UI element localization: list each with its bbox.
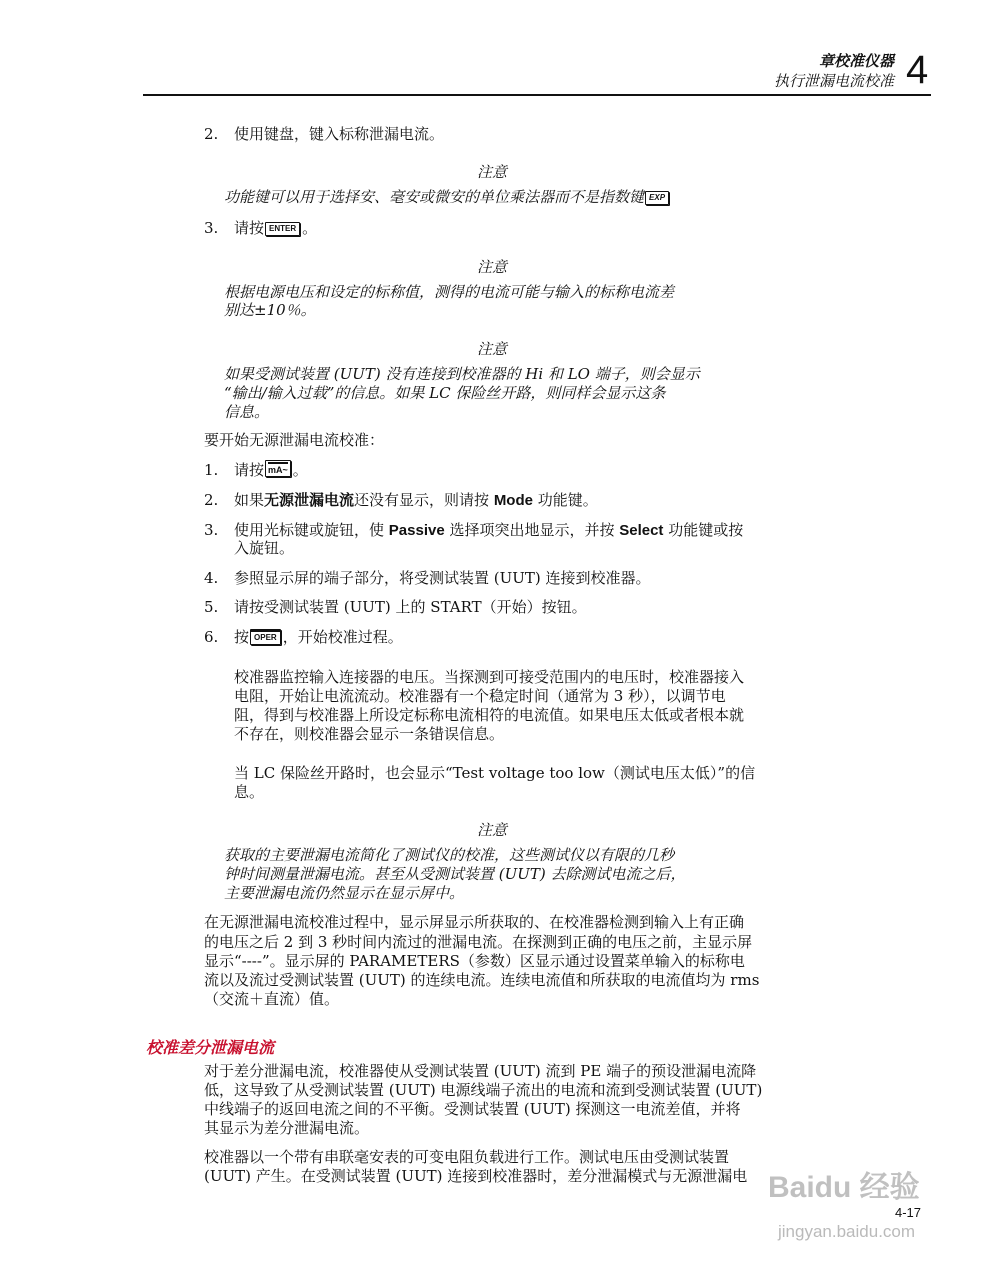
step-text-after: 。: [292, 461, 308, 479]
note-line: 别达±10％。: [224, 301, 316, 319]
intro-text: 要开始无源泄漏电流校准：: [204, 431, 385, 449]
note-line: 根据电源电压和设定的标称值，测得的电流可能与输入的标称电流差: [224, 283, 675, 301]
step-mid: 还没有显示，则请按: [354, 491, 494, 509]
paragraph-line: 校准器监控输入连接器的电压。当探测到可接受范围内的电压时，校准器接入: [234, 668, 745, 686]
step-text-continued: 入旋钮。: [234, 539, 295, 557]
step-text: [234, 627, 403, 647]
paragraph-line: 息。: [234, 783, 265, 801]
step-text-before: 请按: [234, 219, 265, 237]
paragraph-line: 低，这导致了从受测试装置 (UUT) 电源线端子流出的电流和流到受测试装置 (UUT): [204, 1081, 763, 1099]
note-title: 注意: [477, 258, 508, 276]
paragraph-line: 对于差分泄漏电流，校准器使从受测试装置 (UUT) 流到 PE 端子的预设泄漏电流降: [204, 1062, 757, 1080]
watermark-url-text: jingyan.baidu.com: [778, 1222, 916, 1241]
section-heading: 校准差分泄漏电流: [146, 1038, 275, 1057]
oper-key-icon: OPER: [250, 629, 281, 645]
paragraph-line: 在无源泄漏电流校准过程中，显示屏显示所获取的、在校准器检测到输入上有正确: [204, 913, 745, 931]
note-title: 注意: [477, 163, 508, 181]
step-number: 6.: [204, 628, 219, 646]
step-text-after: 。: [302, 219, 318, 237]
milliamp-key-icon: mA~: [265, 460, 291, 477]
paragraph-line: （交流＋直流）值。: [204, 990, 340, 1008]
step-text-before: 请按: [234, 461, 265, 479]
step-number: 2.: [204, 125, 219, 143]
header-rule: [143, 94, 931, 96]
watermark-logo-text: Baidu 经验: [768, 1171, 920, 1204]
step-number: 5.: [204, 598, 219, 616]
step-number: 1.: [204, 461, 219, 479]
step-mid: 选择项突出地显示，并按: [444, 521, 620, 539]
header-chapter-title: 章校准仪器: [818, 52, 894, 70]
note-title: 注意: [477, 821, 508, 839]
page-number: 4-17: [895, 1205, 922, 1220]
header-section-title: 执行泄漏电流校准: [773, 72, 894, 90]
note-text-before: 功能键可以用于选择安、毫安或微安的单位乘法器而不是指数键: [224, 188, 645, 206]
passive-option-label: Passive: [388, 522, 445, 539]
step-number: 3.: [204, 521, 219, 539]
mode-softkey-label: Mode: [493, 492, 533, 509]
paragraph-line: 当 LC 保险丝开路时，也会显示“Test voltage too low（测试电压太低）”的信: [234, 764, 756, 782]
step-number: 4.: [204, 569, 219, 587]
enter-key-icon: ENTER: [265, 222, 300, 236]
step-text-before: 按: [234, 628, 250, 646]
note-line: 主要泄漏电流仍然显示在显示屏中。: [224, 884, 465, 902]
paragraph-line: 中线端子的返回电流之间的不平衡。受测试装置 (UUT) 探测这一电流差值，并将: [204, 1100, 741, 1118]
step-pre: 如果: [234, 491, 265, 509]
step-pre: 使用光标键或旋钮，使: [234, 521, 389, 539]
select-softkey-label: Select: [619, 522, 664, 539]
note-line: 信息。: [224, 403, 270, 421]
note-line: “输出/输入过载”的信息。如果 LC 保险丝开路，则同样会显示这条: [224, 384, 666, 402]
paragraph-line: (UUT) 产生。在受测试装置 (UUT) 连接到校准器时，差分泄漏模式与无源泄漏电: [204, 1167, 748, 1185]
step-text: 参照显示屏的端子部分，将受测试装置 (UUT) 连接到校准器。: [234, 569, 651, 587]
paragraph-line: 不存在，则校准器会显示一条错误信息。: [234, 725, 505, 743]
paragraph-line: 校准器以一个带有串联毫安表的可变电阻负载进行工作。测试电压由受测试装置: [204, 1148, 730, 1166]
step-text: [234, 460, 308, 480]
step-text: [234, 218, 317, 238]
step-post: 功能键或按: [663, 521, 744, 539]
step-number: 3.: [204, 219, 219, 237]
step-text-after: ，开始校准过程。: [282, 628, 403, 646]
paragraph-line: 电阻，开始让电流流动。校准器有一个稳定时间（通常为 3 秒），以调节电: [234, 687, 726, 705]
step-post: 功能键。: [532, 491, 598, 509]
passive-leakage-label: 无源泄漏电流: [264, 491, 355, 509]
chapter-number: 4: [906, 48, 929, 92]
paragraph-line: 的电压之后 2 到 3 秒时间内流过的泄漏电流。在探测到正确的电压之前，主显示屏: [204, 933, 753, 951]
baidu-watermark: [760, 1152, 960, 1252]
step-text: 请按受测试装置 (UUT) 上的 START（开始）按钮。: [234, 598, 587, 616]
step-number: 2.: [204, 491, 219, 509]
step-text: [234, 490, 598, 511]
paragraph-line: 其显示为差分泄漏电流。: [204, 1119, 370, 1137]
note-line: 钟时间测量泄漏电流。甚至从受测试装置 (UUT) 去除测试电流之后，: [224, 865, 686, 883]
step-text: [234, 520, 743, 541]
note-title: 注意: [477, 340, 508, 358]
paragraph-line: 流以及流过受测试装置 (UUT) 的连续电流。连续电流值和所获取的电流值均为 rms: [204, 971, 760, 989]
note-line: 获取的主要泄漏电流简化了测试仪的校准，这些测试仪以有限的几秒: [224, 846, 675, 864]
note-line: 如果受测试装置 (UUT) 没有连接到校准器的 Hi 和 LO 端子，则会显示: [224, 365, 700, 383]
paragraph-line: 阻，得到与校准器上所设定标称电流相符的电流值。如果电压太低或者根本就: [234, 706, 745, 724]
exp-key-icon: EXP: [645, 191, 669, 205]
step-text: 使用键盘，键入标称泄漏电流。: [234, 125, 445, 143]
paragraph-line: 显示“----”。显示屏的 PARAMETERS（参数）区显示通过设置菜单输入的标称电: [204, 952, 745, 970]
note-text: [224, 187, 671, 207]
